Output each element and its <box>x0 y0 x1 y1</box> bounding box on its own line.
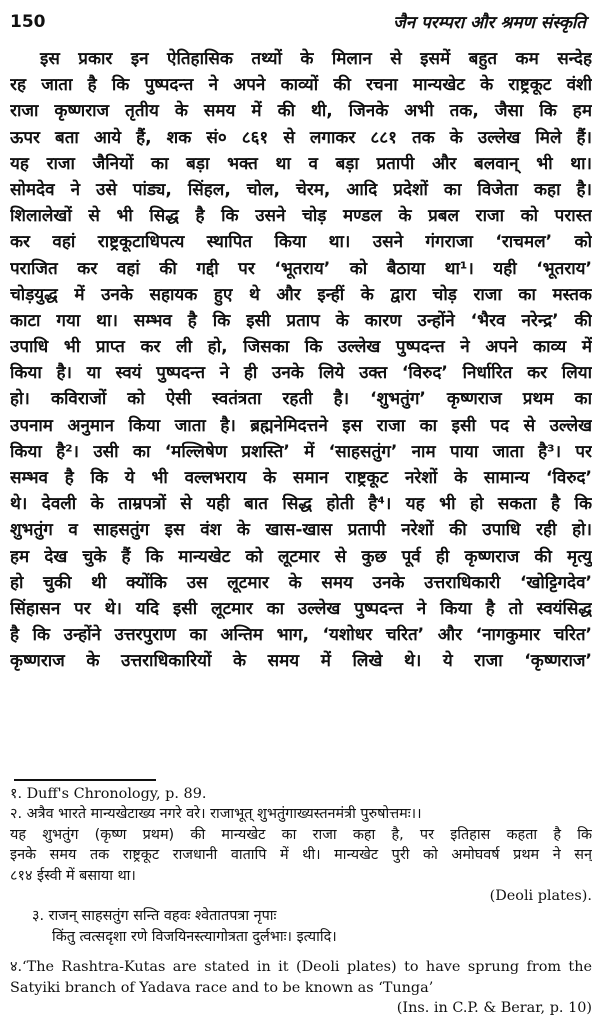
body-line: उपनाम अनुमान किया जाता है। ब्रह्मनेमिदत्तने इस राजा का इसी पद से उल्लेख <box>10 415 592 436</box>
body-line: राजा कृष्णराज तृतीय के समय में की थी, जिनके अभी तक, जैसा कि हम <box>10 101 592 122</box>
body-line: ऊपर बता आये हैं, शक सं० ८६१ से लगाकर ८८१ तक के उल्लेख मिले हैं। <box>10 127 592 148</box>
body-line: चोड़युद्ध में उनके सहायक हुए थे और इन्हीं के द्वारा चोड़ राजा का मस्तक <box>10 284 592 305</box>
footnote-2-verse: २. अत्रैव भारते मान्यखेटाख्य नगरे वरे। राजाभूत् शुभतुंगाख्यस्तनमंत्री पुरुषोत्तमः।। <box>10 806 422 823</box>
body-line: शुभतुंग व साहसतुंग इस वंश के खास-खास प्रतापी नरेशों की उपाधि रही हो। <box>10 520 592 541</box>
footnote-1: १. Duff's Chronology, p. 89. <box>10 786 207 802</box>
body-line: रह जाता है कि पुष्पदन्त ने अपने काव्यों की रचना मान्यखेट के राष्ट्रकूट वंशी <box>10 75 592 96</box>
body-line: किया है। या स्वयं पुष्पदन्त ने ही उनके लिये उक्त ‘विरुद’ निर्धारित कर लिया <box>10 363 592 384</box>
footnote-2-note-line: इनके समय तक राष्ट्रकूट राजधानी वातापि में थी। मान्यखेट पुरी को अमोघवर्ष प्रथम ने सन् <box>10 847 592 864</box>
body-line: कृष्णराज के उत्तराधिकारियों के समय में लिखे थे। ये राजा ‘कृष्णराज’ <box>10 651 592 672</box>
footnote-4-line: ४.‘The Rashtra-Kutas are stated in it (Deoli plates) to have sprung from the <box>10 959 592 976</box>
body-line: थे। देवली के ताम्रपत्रों से यही बात सिद्ध होती है⁴। यह भी हो सकता है कि <box>10 494 592 515</box>
body-line: सम्भव है कि ये भी वल्लभराय के समान राष्ट्रकूट नरेशों के सामान्य ‘विरुद’ <box>10 468 592 488</box>
footnote-3-line: ३. राजन् साहसतुंग सन्ति वहवः श्वेतातपत्रा नृपाः <box>32 908 277 925</box>
body-line: कर वहां राष्ट्रकूटाधिपत्य स्थापित किया था। उसने गंगराजा ‘राचमल’ को <box>10 232 592 253</box>
body-line: है कि उन्होंने उत्तरपुराण का अन्तिम भाग, ‘यशोधर चरित’ और ‘नागकुमार चरित’ <box>10 625 592 646</box>
footnote-2-source: (Deoli plates). <box>489 887 592 904</box>
body-paragraph <box>10 46 592 675</box>
footnote-4-source: (Ins. in C.P. & Berar, p. 10) <box>396 999 592 1016</box>
footnote-2-note-line: यह शुभतुंग (कृष्ण प्रथम) की मान्यखेट का राजा कहा है, पर इतिहास कहता है कि <box>10 826 592 843</box>
footnote-4-line: Satyiki branch of Yadava race and to be known as ‘Tunga’ <box>10 979 434 996</box>
body-line: शिलालेखों से भी सिद्ध है कि उसने चोड़ मण्डल के प्रबल राजा को परास्त <box>10 206 592 227</box>
body-line: पराजित कर वहां की गद्दी पर ‘भूतराय’ को बैठाया था¹। यही ‘भूतराय’ <box>10 258 592 279</box>
body-line: हो चुकी थी क्योंकि उस लूटमार के समय उनके उत्तराधिकारी ‘खोट्टिगदेव’ <box>10 572 592 593</box>
body-line: उपाधि भी प्राप्त कर ली हो, जिसका कि उल्लेख पुष्पदन्त ने अपने काव्य में <box>10 337 592 358</box>
body-line: काटा गया था। सम्भव है कि इसी प्रताप के कारण उन्होंने ‘भैरव नरेन्द्र’ की <box>10 310 592 331</box>
body-line: हो। कविराजों को ऐसी स्वतंत्रता रहती है। ‘शुभतुंग’ कृष्णराज प्रथम का <box>10 389 592 410</box>
footnotes <box>10 784 592 1018</box>
body-line: इस प्रकार इन ऐतिहासिक तथ्यों के मिलान से इसमें बहुत कम सन्देह <box>40 49 592 69</box>
body-line: सोमदेव ने उसे पांड्य, सिंहल, चोल, चेरम, आदि प्रदेशों का विजेता कहा है। <box>10 179 592 200</box>
running-title: जैन परम्परा और श्रमण संस्कृति <box>393 13 586 33</box>
page-number: 150 <box>10 12 46 32</box>
body-line: किया है²। उसी का ‘मल्लिषेण प्रशस्ति’ में ‘साहसतुंग’ नाम पाया जाता है³। पर <box>10 441 592 462</box>
body-line: यह राजा जैनियों का बड़ा भक्त था व बड़ा प्रतापी और बलवान् भी था। <box>10 153 592 174</box>
body-line: हम देख चुके हैं कि मान्यखेट को लूटमार से कुछ पूर्व ही कृष्णराज की मृत्यु <box>10 546 592 567</box>
footnote-3-line: किंतु त्वत्सदृशा रणे विजयिनस्त्यागोत्रता दुर्लभाः। इत्यादि। <box>52 928 337 945</box>
body-line: सिंहासन पर थे। यदि इसी लूटमार का उल्लेख पुष्पदन्त ने किया है तो स्वयंसिद्ध <box>10 598 592 619</box>
footnote-separator <box>14 779 156 781</box>
footnote-2-note-line: ८१४ ईस्वी में बसाया था। <box>10 867 136 884</box>
page-header <box>10 6 586 36</box>
